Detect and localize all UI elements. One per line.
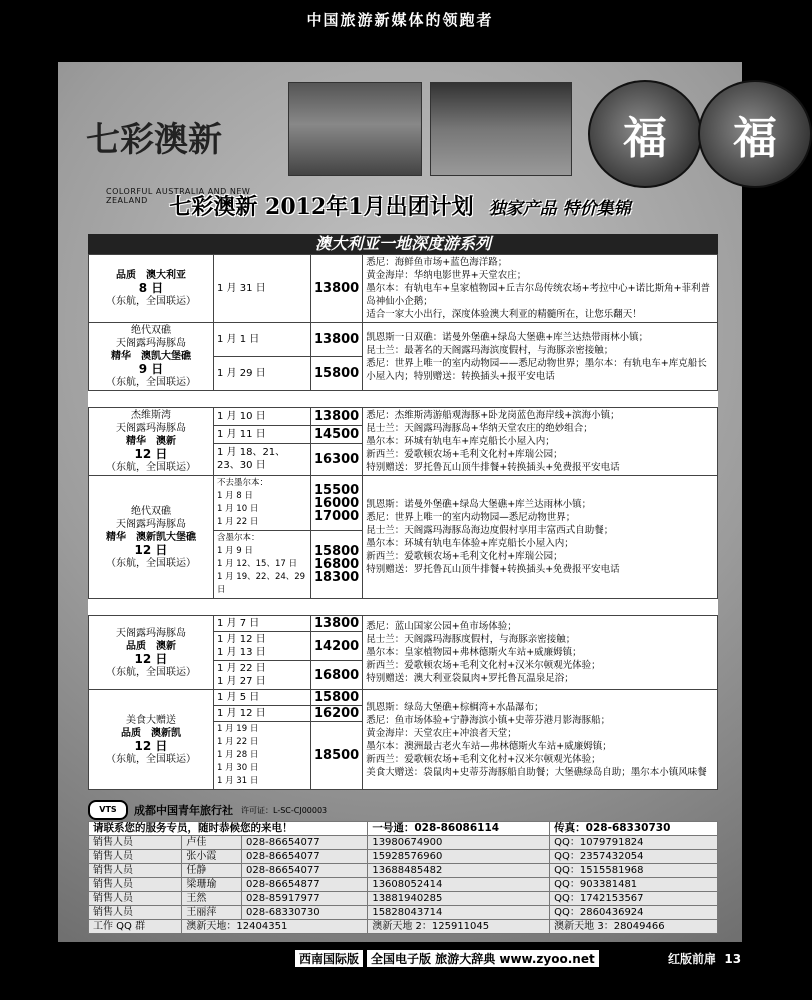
contact-role: 销售人员 (89, 878, 182, 892)
departure-date: 1 月 19、22、24、29 日 (217, 572, 306, 595)
departure-date: 不去墨尔本： (217, 478, 269, 488)
description-line: 黄金海岸：华纳电影世界+天堂农庄； (366, 270, 527, 281)
departure-dates (214, 255, 311, 323)
tour-name-line: 精华 澳凯大堡礁 (111, 351, 191, 362)
departure-date: 1 月 12 日 (217, 634, 266, 645)
brand-logo (86, 82, 286, 205)
description-line: 特别赠送：罗托鲁瓦山顶牛排餐+转换插头+免费报平安电话 (366, 564, 620, 575)
price-value: 14200 (314, 638, 360, 654)
tour-name (89, 408, 214, 476)
lantern-left (588, 80, 702, 188)
footer-page (668, 950, 741, 967)
contact-mobile: 13881940285 (368, 892, 550, 906)
tour-description (363, 323, 718, 391)
sydney-opera-house-photo (288, 82, 422, 176)
tour-name-line: 9 日 (138, 362, 164, 376)
tour-description (363, 690, 718, 790)
contact-qq: QQ：1079791824 (550, 836, 718, 850)
price-value: 13800 (314, 332, 360, 347)
contact-tel: 028-86654077 (242, 850, 368, 864)
departure-date: 1 月 8 日 (217, 491, 253, 501)
tour-name-line: （东航，全国联运） (106, 462, 196, 473)
departure-dates (214, 357, 311, 391)
departure-dates (214, 616, 311, 632)
qq-group-2: 澳新天地 2：125911045 (368, 920, 550, 934)
contact-qq: QQ：903381481 (550, 878, 718, 892)
contact-role: 销售人员 (89, 864, 182, 878)
tour-price (311, 531, 363, 599)
tour-price (311, 632, 363, 661)
contact-qq: QQ：2357432054 (550, 850, 718, 864)
contact-qq: QQ：1742153567 (550, 892, 718, 906)
price-value: 16200 (314, 706, 360, 721)
tour-name-line: （东航，全国联运） (106, 557, 196, 569)
contact-name: 任静 (182, 864, 242, 878)
tour-description (363, 616, 718, 690)
departure-date: 1 月 28 日 (217, 750, 259, 760)
tour-name-line: （东航，全国联运） (106, 753, 196, 765)
page-number: 13 (724, 952, 742, 966)
price-value: 16300 (314, 451, 360, 467)
description-line: 新西兰：爱歌顿农场+毛利文化村+库瑞公园； (366, 551, 563, 562)
price-value: 15800 (314, 366, 360, 381)
contact-name: 张小霞 (182, 850, 242, 864)
description-line: 墨尔本：有轨电车+皇家植物园+丘吉尔岛传统农场+考拉中心+诺比斯角+菲利普岛神仙小企鹅； (366, 283, 711, 307)
description-line: 悉尼：世界上唯一的室内动物园—悉尼动物世界； (366, 512, 576, 523)
departure-date: 1 月 22 日 (217, 663, 266, 674)
departure-dates (214, 632, 311, 661)
headline-title: 七彩澳新 2012年1月出团计划 (169, 194, 474, 220)
tour-name-line: 绝代双礁 (131, 505, 171, 517)
tour-name-line: 精华 澳新 (126, 436, 176, 447)
tour-price (311, 722, 363, 790)
footer-section: 红版前扉 (668, 952, 717, 966)
contact-name: 王然 (182, 892, 242, 906)
top-banner (0, 0, 800, 62)
tour-name-line: 绝代双礁 (131, 325, 171, 336)
contact-name: 王丽萍 (182, 906, 242, 920)
contact-role: 销售人员 (89, 892, 182, 906)
description-line: 凯恩斯：绿岛大堡礁+棕榈湾+水晶瀑布； (366, 701, 544, 713)
departure-date: 1 月 11 日 (217, 428, 266, 440)
contact-tel: 028-86654877 (242, 878, 368, 892)
tour-name (89, 476, 214, 599)
contact-mobile: 13688485482 (368, 864, 550, 878)
contact-row (89, 836, 718, 850)
tour-row (89, 323, 718, 357)
tour-price (311, 408, 363, 426)
departure-date: 1 月 31 日 (217, 776, 259, 786)
departure-dates (214, 323, 311, 357)
footer-edition: 西南国际版 (295, 950, 363, 967)
tour-name (89, 323, 214, 391)
contact-role: 销售人员 (89, 836, 182, 850)
tour-row (89, 476, 718, 531)
qq-group-1: 澳新天地：12404351 (182, 920, 368, 934)
fax: 传真：028-68330730 (550, 822, 718, 836)
description-line: 新西兰：爱歌顿农场+毛利文化村+汉米尔顿观光体验； (366, 753, 601, 765)
price-value: 15800 (314, 544, 360, 559)
tour-name-line: 8 日 (138, 281, 164, 295)
contact-row (89, 864, 718, 878)
price-value: 14500 (314, 426, 360, 442)
departure-dates (214, 661, 311, 690)
contact-prompt: 请联系您的服务专员，随时恭候您的来电！ (89, 822, 368, 836)
fu-char: 福 (623, 113, 667, 164)
departure-date: 1 月 31 日 (217, 283, 266, 294)
series-title: 澳大利亚一地深度游系列 (88, 234, 718, 254)
headline-tagline: 独家产品 特价集锦 (488, 199, 631, 219)
departure-date: 1 月 22 日 (217, 737, 259, 747)
contact-role: 销售人员 (89, 906, 182, 920)
agency-name: 成都中国青年旅行社 (134, 804, 233, 817)
contact-table (88, 821, 718, 934)
contact-row (89, 892, 718, 906)
description-line: 昆士兰：天阁露玛海豚度假村，与海豚亲密接触； (366, 634, 576, 645)
description-line: 美食大赠送：袋鼠肉+史蒂芬海豚船自助餐；大堡礁绿岛自助；墨尔本小镇风味餐 (366, 766, 707, 778)
tour-name-line: 12 日 (134, 447, 168, 461)
spacer-cell (89, 599, 718, 616)
departure-date: 1 月 30 日 (217, 763, 259, 773)
departure-date: 1 月 1 日 (217, 334, 260, 345)
description-line: 新西兰：爱歌顿农场+毛利文化村+汉米尔顿观光体验； (366, 660, 601, 671)
footer-site: 全国电子版 旅游大辞典 www.zyoo.net (367, 950, 599, 967)
lantern-right (698, 80, 812, 188)
description-line: 墨尔本：澳洲最古老火车站—弗林德斯火车站+威廉姆镇； (366, 740, 612, 752)
contact-qq: QQ：1515581968 (550, 864, 718, 878)
agency-bar (88, 799, 718, 821)
qq-group-row (89, 920, 718, 934)
tour-name-line: 精华 澳新凯大堡礁 (106, 531, 196, 543)
tour-name-line: （东航，全国联运） (106, 296, 196, 307)
contact-tel: 028-85917977 (242, 892, 368, 906)
tour-price (311, 706, 363, 722)
price-value: 13800 (314, 616, 360, 631)
tour-name-line: 品质 澳新 (126, 640, 176, 652)
section-spacer (89, 599, 718, 616)
fu-char: 福 (733, 113, 777, 164)
contact-name: 卢佳 (182, 836, 242, 850)
departure-date: 1 月 22 日 (217, 517, 259, 527)
description-line: 悉尼：杰维斯湾游船观海豚+卧龙岗蓝色海岸线+滨海小镇； (366, 410, 620, 421)
tour-row (89, 255, 718, 323)
dolphin-photo (430, 82, 572, 176)
departure-date: 1 月 9 日 (217, 546, 253, 556)
description-line: 悉尼：海鲜鱼市场+蓝色海洋路； (366, 257, 508, 268)
agency-logo: VTS (88, 800, 128, 820)
qq-group-3: 澳新天地 3：28049466 (550, 920, 718, 934)
contact-role: 销售人员 (89, 850, 182, 864)
contact-tel: 028-68330730 (242, 906, 368, 920)
tour-name-line: 天阁露玛海豚岛 (116, 423, 186, 434)
price-value: 17000 (314, 508, 360, 524)
departure-date: 1 月 5 日 (217, 692, 260, 703)
contact-header (89, 822, 718, 836)
price-value: 15800 (314, 690, 360, 705)
tour-description (363, 255, 718, 323)
tour-description (363, 408, 718, 476)
departure-dates (214, 476, 311, 531)
footer-bar (0, 944, 800, 1000)
contact-mobile: 13608052414 (368, 878, 550, 892)
price-value: 16800 (314, 667, 360, 683)
description-line: 悉尼：鱼市场体验+宁静海滨小镇+史蒂芬港月影海豚船； (366, 714, 611, 726)
departure-date: 1 月 12、15、17 日 (217, 559, 297, 569)
departure-dates (214, 722, 311, 790)
top-banner-text: 中国旅游新媒体的领跑者 (306, 11, 494, 29)
description-line: 悉尼：世界上唯一的室内动物园——悉尼动物世界；墨尔本：有轨电车+库克船长小屋入内；特别赠送：转换插头+报平安电话 (366, 357, 707, 382)
departure-date: 1 月 10 日 (217, 410, 266, 422)
footer-label (295, 950, 603, 967)
tour-name-line: （东航，全国联运） (106, 377, 196, 388)
departure-dates (214, 531, 311, 599)
tour-price (311, 476, 363, 531)
tour-name-line: 品质 澳大利亚 (116, 270, 186, 281)
advert-page (58, 62, 777, 942)
departure-dates (214, 706, 311, 722)
contact-tel: 028-86654077 (242, 836, 368, 850)
tour-description (363, 476, 718, 599)
logo-main: 七彩澳新 (86, 120, 222, 160)
description-line: 凯恩斯一日双礁：诺曼外堡礁+绿岛大堡礁+库兰达热带雨林小镇； (366, 331, 649, 343)
description-line: 凯恩斯：诺曼外堡礁+绿岛大堡礁+库兰达雨林小镇； (366, 499, 592, 510)
tour-price (311, 255, 363, 323)
tour-name-line: 天阁露玛海豚岛 (116, 627, 186, 639)
contact-qq: QQ：2860436924 (550, 906, 718, 920)
tour-price (311, 425, 363, 443)
tour-name-line: 天阁露玛海豚岛 (116, 338, 186, 349)
description-line: 悉尼：蓝山国家公园+鱼市场体验； (366, 621, 517, 632)
tour-name-line: 美食大赠送 (126, 714, 176, 726)
description-line: 特别赠送：罗托鲁瓦山顶牛排餐+转换插头+免费报平安电话 (366, 462, 620, 473)
tour-name-line: 12 日 (134, 738, 168, 753)
tour-name-line: 12 日 (134, 542, 168, 557)
departure-date: 1 月 12 日 (217, 708, 266, 719)
contact-row (89, 850, 718, 864)
section-spacer (89, 391, 718, 408)
description-line: 黄金海岸：天堂农庄+冲浪者天堂； (366, 727, 517, 739)
tour-row (89, 408, 718, 426)
description-line: 昆士兰：最著名的天阁露玛海滨度假村，与海豚亲密接触； (366, 344, 614, 356)
hotline: 一号通：028-86086114 (368, 822, 550, 836)
tour-name-line: 12 日 (134, 651, 168, 666)
price-value: 15500 (314, 482, 360, 498)
spacer-cell (89, 391, 718, 408)
tour-price (311, 616, 363, 632)
tour-price (311, 690, 363, 706)
price-value: 13800 (314, 408, 360, 424)
departure-date: 1 月 18、21、23、30 日 (217, 447, 286, 472)
description-line: 墨尔本：环城有轨电车体验+库克船长小屋入内； (366, 538, 574, 549)
description-line: 昆士兰：天阁露玛海豚岛+华纳天堂农庄的绝妙组合； (366, 423, 593, 434)
description-line: 昆士兰：天阁露玛海豚岛海边度假村享用丰富西式自助餐； (366, 525, 614, 536)
contact-mobile: 15928576960 (368, 850, 550, 864)
description-line: 适合一家大小出行，深度体验澳大利亚的精髓所在，让您乐翻天！ (366, 309, 642, 320)
tour-schedule-table (88, 254, 718, 790)
price-value: 13800 (314, 281, 360, 296)
departure-date: 1 月 19 日 (217, 724, 259, 734)
price-value: 16000 (314, 495, 360, 511)
price-value: 18300 (314, 570, 360, 585)
contact-mobile: 13980674900 (368, 836, 550, 850)
tour-price (311, 357, 363, 391)
tour-row (89, 690, 718, 706)
tour-name-line: 天阁露玛海豚岛 (116, 518, 186, 530)
price-value: 16800 (314, 557, 360, 572)
tour-row (89, 616, 718, 632)
contact-name: 梁珊瑜 (182, 878, 242, 892)
departure-dates (214, 443, 311, 475)
price-value: 18500 (314, 748, 360, 763)
tour-price (311, 323, 363, 357)
agency-license: 许可证：L-SC-CJ00003 (241, 805, 328, 815)
qq-group-label: 工作 QQ 群 (89, 920, 182, 934)
tour-price (311, 443, 363, 475)
tour-name-line: 杰维斯湾 (131, 410, 171, 421)
contact-tel: 028-86654077 (242, 864, 368, 878)
tour-name (89, 255, 214, 323)
description-line: 特别赠送：澳大利亚袋鼠肉+罗托鲁瓦温泉足浴； (366, 673, 574, 684)
description-line: 墨尔本：皇家植物园+弗林德斯火车站+威廉姆镇； (366, 647, 582, 658)
departure-date: 1 月 7 日 (217, 618, 260, 629)
departure-dates (214, 425, 311, 443)
tour-name (89, 616, 214, 690)
tour-name-line: 品质 澳新凯 (121, 727, 181, 739)
departure-dates (214, 690, 311, 706)
contact-row (89, 878, 718, 892)
description-line: 墨尔本：环城有轨电车+库克船长小屋入内； (366, 436, 555, 447)
tour-name (89, 690, 214, 790)
contact-row (89, 906, 718, 920)
tour-price (311, 661, 363, 690)
headline (58, 190, 742, 221)
departure-date: 1 月 29 日 (217, 368, 266, 379)
logo-sub: COLORFUL AUSTRALIA AND NEW ZEALAND (106, 187, 251, 205)
departure-date: 1 月 13 日 (217, 647, 266, 658)
tour-name-line: （东航，全国联运） (106, 666, 196, 678)
departure-dates (214, 408, 311, 426)
departure-date: 1 月 27 日 (217, 676, 266, 687)
departure-date: 1 月 10 日 (217, 504, 259, 514)
description-line: 新西兰：爱歌顿农场+毛利文化村+库瑞公园； (366, 449, 563, 460)
contact-mobile: 15828043714 (368, 906, 550, 920)
departure-date: 含墨尔本： (217, 533, 260, 543)
